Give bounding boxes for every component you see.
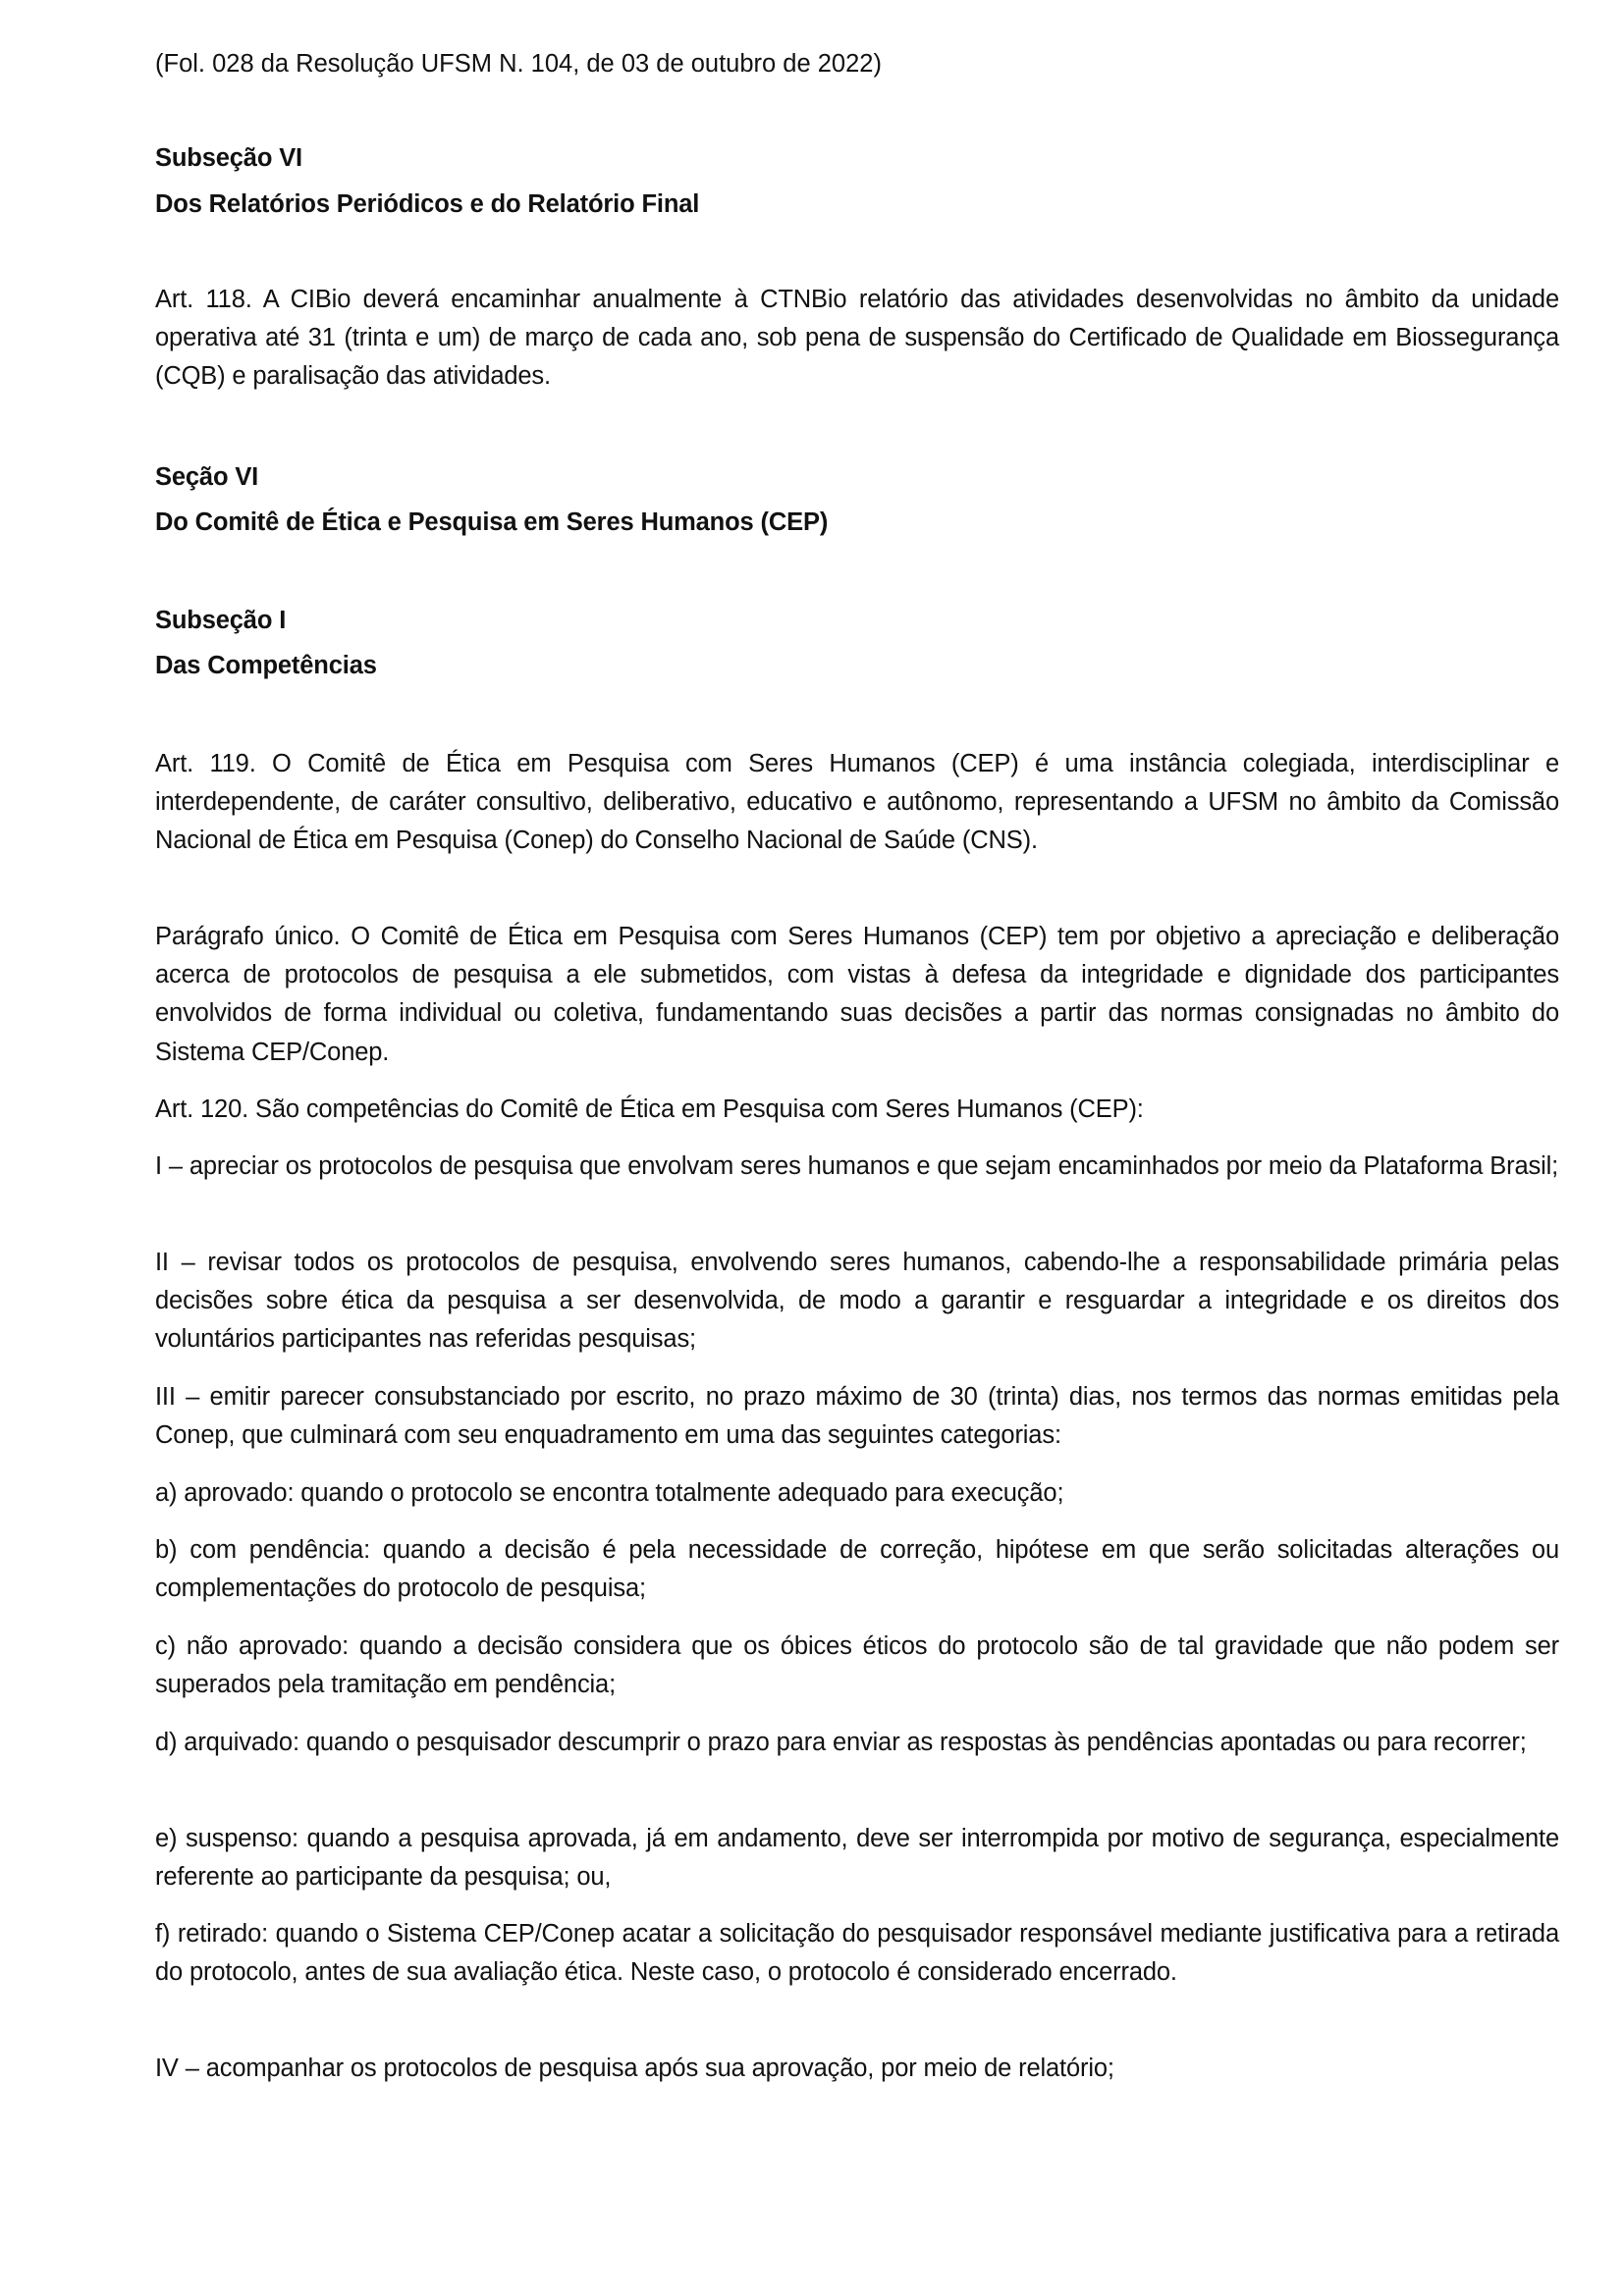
subsection-i-label: Subseção I: [155, 607, 287, 634]
subsection-i-title: Das Competências: [155, 652, 377, 679]
folio-header: (Fol. 028 da Resolução UFSM N. 104, de 03 de outubro de 2022): [155, 50, 882, 78]
article-120-item-iv: IV – acompanhar os protocolos de pesquisa após sua aprovação, por meio de relatório;: [155, 2055, 1114, 2082]
item-iii-b-com-pendencia: b) com pendência: quando a decisão é pela necessidade de correção, hipótese em que serão solicitadas alterações ou complementações do protocolo de pesquisa;: [155, 1536, 1559, 1603]
article-119-sole-paragraph: Parágrafo único. O Comitê de Ética em Pesquisa com Seres Humanos (CEP) tem por objetivo a apreciação e deliberação acerca de protocolos de pesquisa a ele submetidos, com vistas à defesa da integridade e dignidade dos participantes envolvidos de forma individual ou coletiva, fundamentando suas decisões a partir das normas consignadas no âmbito do Sistema CEP/Conep.: [155, 923, 1559, 1066]
item-iii-a-aprovado: a) aprovado: quando o protocolo se encontra totalmente adequado para execução;: [155, 1479, 1064, 1507]
article-120-item-ii: II – revisar todos os protocolos de pesquisa, envolvendo seres humanos, cabendo-lhe a responsabilidade primária pelas decisões sobre ética da pesquisa a ser desenvolvida, de modo a garantir e resguardar a integridade e os direitos dos voluntários participantes nas referidas pesquisas;: [155, 1249, 1559, 1354]
section-vi-title: Do Comitê de Ética e Pesquisa em Seres Humanos (CEP): [155, 508, 829, 536]
item-iii-e-suspenso: e) suspenso: quando a pesquisa aprovada, já em andamento, deve ser interrompida por motivo de segurança, especialmente referente ao participante da pesquisa; ou,: [155, 1825, 1559, 1892]
subsection-vi-label: Subseção VI: [155, 144, 302, 172]
item-iii-f-retirado: f) retirado: quando o Sistema CEP/Conep acatar a solicitação do pesquisador responsável mediante justificativa para a retirada do protocolo, antes de sua avaliação ética. Neste caso, o protocolo é considerado encerrado.: [155, 1920, 1559, 1987]
subsection-vi-title: Dos Relatórios Periódicos e do Relatório Final: [155, 190, 700, 218]
article-120: Art. 120. São competências do Comitê de Ética em Pesquisa com Seres Humanos (CEP):: [155, 1095, 1144, 1123]
article-119: Art. 119. O Comitê de Ética em Pesquisa com Seres Humanos (CEP) é uma instância colegiada, interdisciplinar e interdependente, de caráter consultivo, deliberativo, educativo e autônomo, representando a UFSM no âmbito da Comissão Nacional de Ética em Pesquisa (Conep) do Conselho Nacional de Saúde (CNS).: [155, 750, 1559, 855]
item-iii-c-nao-aprovado: c) não aprovado: quando a decisão considera que os óbices éticos do protocolo são de tal gravidade que não podem ser superados pela tramitação em pendência;: [155, 1632, 1559, 1699]
article-118: Art. 118. A CIBio deverá encaminhar anualmente à CTNBio relatório das atividades desenvolvidas no âmbito da unidade operativa até 31 (trinta e um) de março de cada ano, sob pena de suspensão do Certificado de Qualidade em Biossegurança (CQB) e paralisação das atividades.: [155, 286, 1559, 391]
article-120-item-iii: III – emitir parecer consubstanciado por escrito, no prazo máximo de 30 (trinta) dias, nos termos das normas emitidas pela Conep, que culminará com seu enquadramento em uma das seguintes categorias:: [155, 1383, 1559, 1450]
article-120-item-i: I – apreciar os protocolos de pesquisa que envolvam seres humanos e que sejam encaminhados por meio da Plataforma Brasil;: [155, 1152, 1559, 1180]
item-iii-d-arquivado: d) arquivado: quando o pesquisador descumprir o prazo para enviar as respostas às pendências apontadas ou para recorrer;: [155, 1729, 1527, 1756]
section-vi-label: Seção VI: [155, 463, 259, 491]
